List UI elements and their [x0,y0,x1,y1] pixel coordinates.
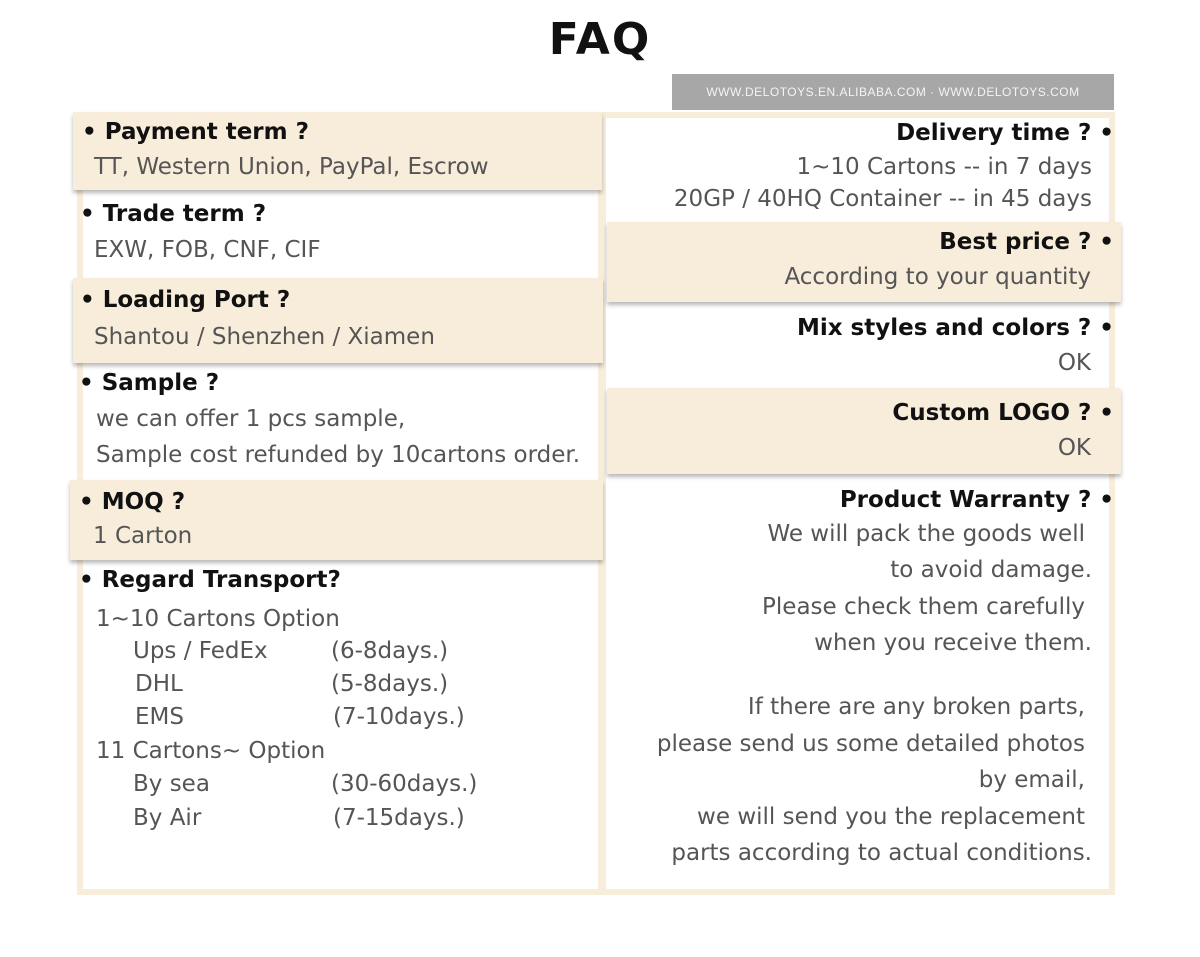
product-warranty-question: Product Warranty ? • [839,487,1114,513]
sample-answer-line-2: Sample cost refunded by 10cartons order. [96,442,581,468]
loading-port-answer: Shantou / Shenzhen / Xiamen [94,324,435,350]
trade-term-answer: EXW, FOB, CNF, CIF [94,237,321,263]
moq-question: • MOQ ? [79,489,186,515]
transport-time: (7-15days.) [333,805,465,831]
warranty-line: We will pack the goods well [767,521,1085,547]
warranty-line: when you receive them. [814,630,1092,656]
warranty-line: parts according to actual conditions. [671,840,1092,866]
custom-logo-answer: OK [1057,435,1091,461]
page-title: FAQ [548,14,652,65]
payment-term-question: • Payment term ? [82,119,309,145]
warranty-line: please send us some detailed photos [656,731,1085,757]
moq-answer: 1 Carton [93,523,193,549]
transport-method: By Air [133,805,202,831]
transport-option-2: 11 Cartons~ Option [96,738,326,764]
transport-time: (7-10days.) [333,704,465,730]
sample-question: • Sample ? [79,370,220,396]
warranty-line: by email, [978,767,1085,793]
website-banner: WWW.DELOTOYS.EN.ALIBABA.COM · WWW.DELOTOYS.COM [672,74,1114,110]
mix-styles-question: Mix styles and colors ? • [796,315,1114,341]
transport-time: (5-8days.) [331,671,449,697]
best-price-question: Best price ? • [939,229,1114,255]
loading-port-question: • Loading Port ? [80,287,291,313]
transport-time: (6-8days.) [331,638,449,664]
warranty-line: Please check them carefully [762,594,1085,620]
sample-answer-line-1: we can offer 1 pcs sample, [96,406,406,432]
delivery-time-answer-line-2: 20GP / 40HQ Container -- in 45 days [673,186,1092,212]
transport-method: EMS [135,704,184,730]
delivery-time-answer-line-1: 1~10 Cartons -- in 7 days [796,154,1092,180]
transport-method: Ups / FedEx [133,638,268,664]
payment-term-answer: TT, Western Union, PayPal, Escrow [94,154,489,180]
warranty-line: we will send you the replacement [697,804,1085,830]
transport-time: (30-60days.) [331,771,478,797]
warranty-line: If there are any broken parts, [747,694,1085,720]
transport-method: DHL [135,671,183,697]
trade-term-question: • Trade term ? [80,201,267,227]
warranty-line: to avoid damage. [890,557,1092,583]
transport-method: By sea [133,771,210,797]
mix-styles-answer: OK [1057,350,1091,376]
best-price-answer: According to your quantity [784,264,1091,290]
transport-question: • Regard Transport? [79,567,341,593]
transport-option-1: 1~10 Cartons Option [96,606,340,632]
delivery-time-question: Delivery time ? • [896,120,1114,146]
custom-logo-question: Custom LOGO ? • [892,400,1114,426]
